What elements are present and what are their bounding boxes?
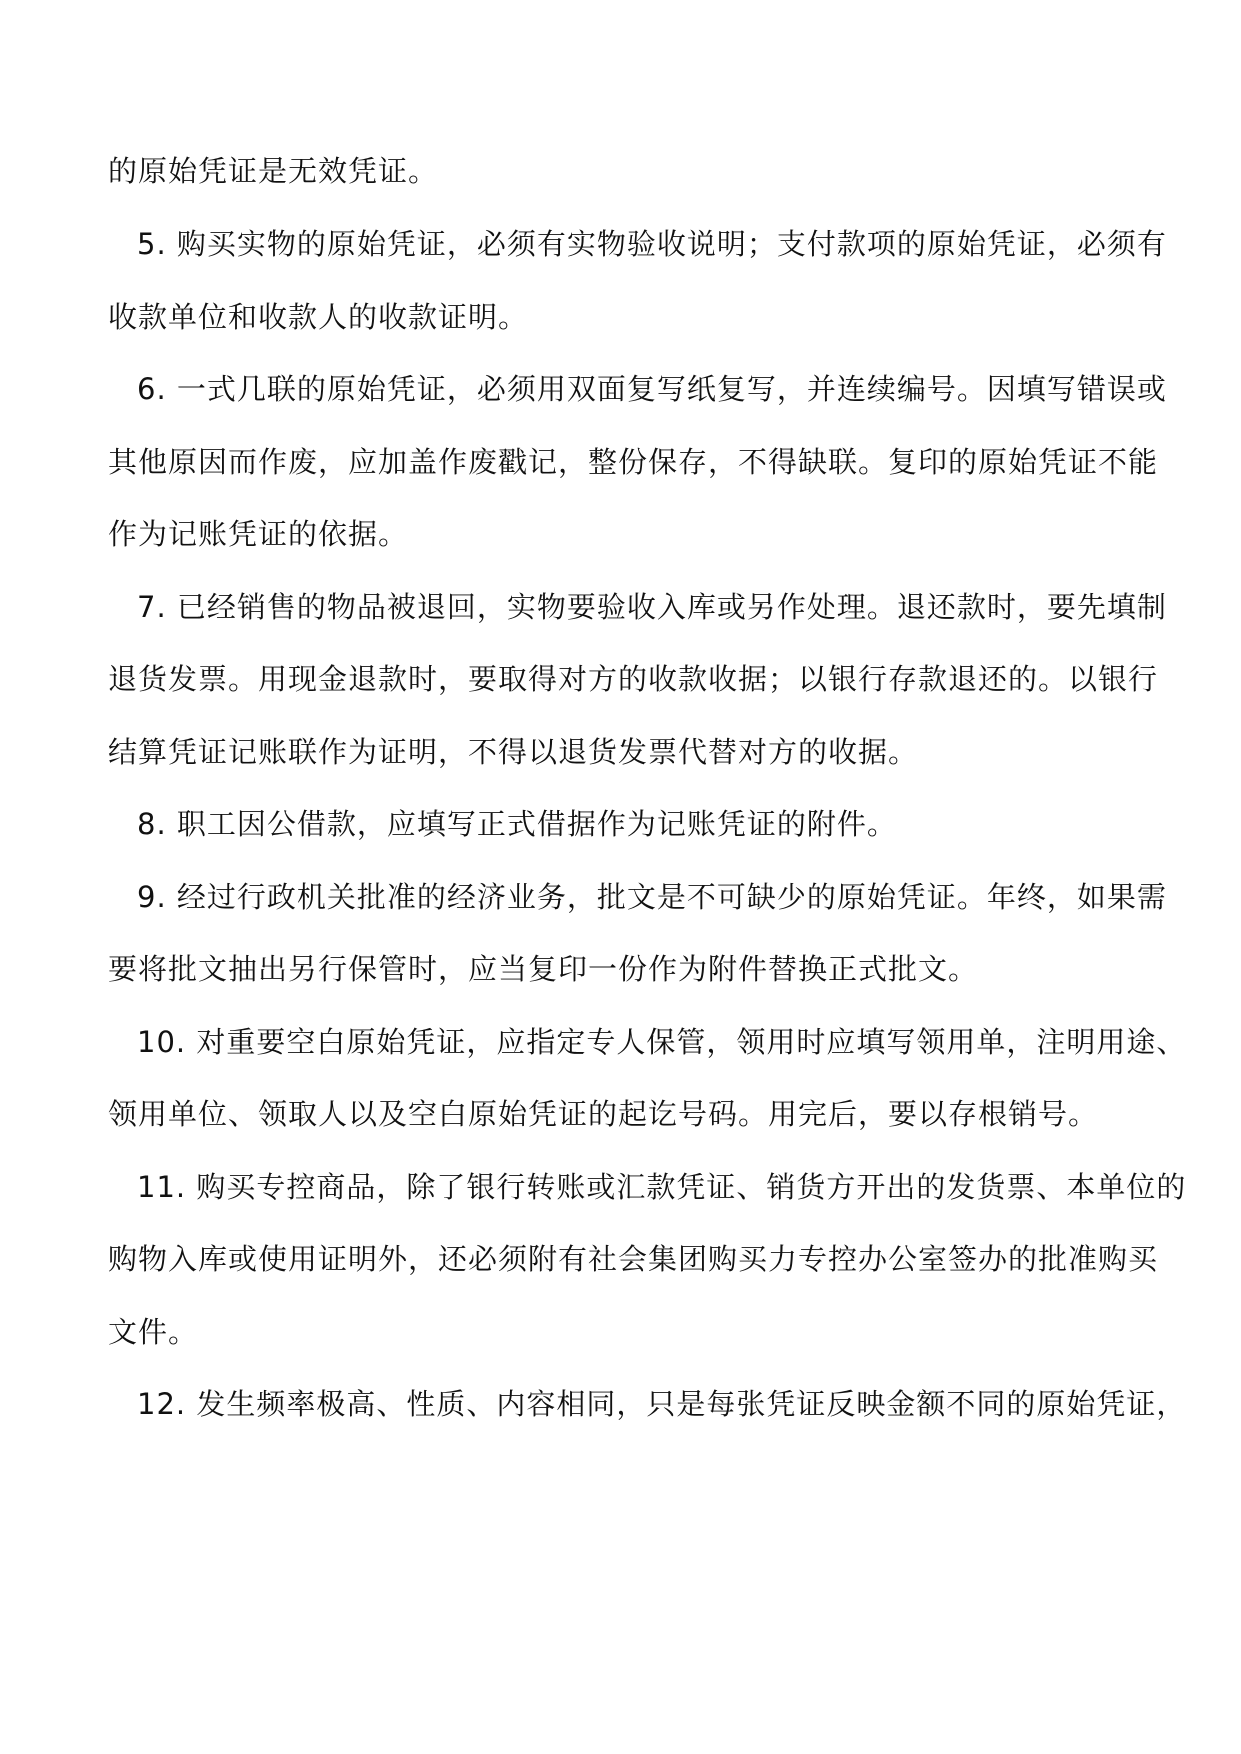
text-line-12: 要将批文抽出另行保管时，应当复印一份作为附件替换正式批文。 — [108, 952, 979, 986]
text-line-5: 其他原因而作废，应加盖作废戳记，整份保存，不得缺联。复印的原始凭证不能 — [108, 445, 1159, 479]
text-line-11: 9. 经过行政机关批准的经济业务，批文是不可缺少的原始凭证。年终，如果需 — [137, 880, 1167, 914]
text-line-18: 12. 发生频率极高、性质、内容相同，只是每张凭证反映金额不同的原始凭证， — [137, 1387, 1187, 1421]
text-line-2: 5. 购买实物的原始凭证，必须有实物验收说明；支付款项的原始凭证，必须有 — [137, 227, 1167, 261]
text-line-13: 10. 对重要空白原始凭证，应指定专人保管，领用时应填写领用单，注明用途、 — [137, 1025, 1187, 1059]
text-line-15: 11. 购买专控商品，除了银行转账或汇款凭证、销货方开出的发货票、本单位的 — [137, 1170, 1187, 1204]
text-line-3: 收款单位和收款人的收款证明。 — [108, 300, 529, 334]
text-line-16: 购物入库或使用证明外，还必须附有社会集团购买力专控办公室签办的批准购买 — [108, 1242, 1159, 1276]
text-line-7: 7. 已经销售的物品被退回，实物要验收入库或另作处理。退还款时，要先填制 — [137, 590, 1167, 624]
text-line-9: 结算凭证记账联作为证明，不得以退货发票代替对方的收据。 — [108, 735, 919, 769]
text-line-1: 的原始凭证是无效凭证。 — [108, 154, 439, 188]
text-line-6: 作为记账凭证的依据。 — [108, 517, 409, 551]
text-line-8: 退货发票。用现金退款时，要取得对方的收款收据；以银行存款退还的。以银行 — [108, 662, 1159, 696]
text-line-17: 文件。 — [108, 1315, 199, 1349]
text-line-10: 8. 职工因公借款，应填写正式借据作为记账凭证的附件。 — [137, 807, 897, 841]
text-line-14: 领用单位、领取人以及空白原始凭证的起讫号码。用完后，要以存根销号。 — [108, 1097, 1099, 1131]
text-line-4: 6. 一式几联的原始凭证，必须用双面复写纸复写，并连续编号。因填写错误或 — [137, 372, 1167, 406]
